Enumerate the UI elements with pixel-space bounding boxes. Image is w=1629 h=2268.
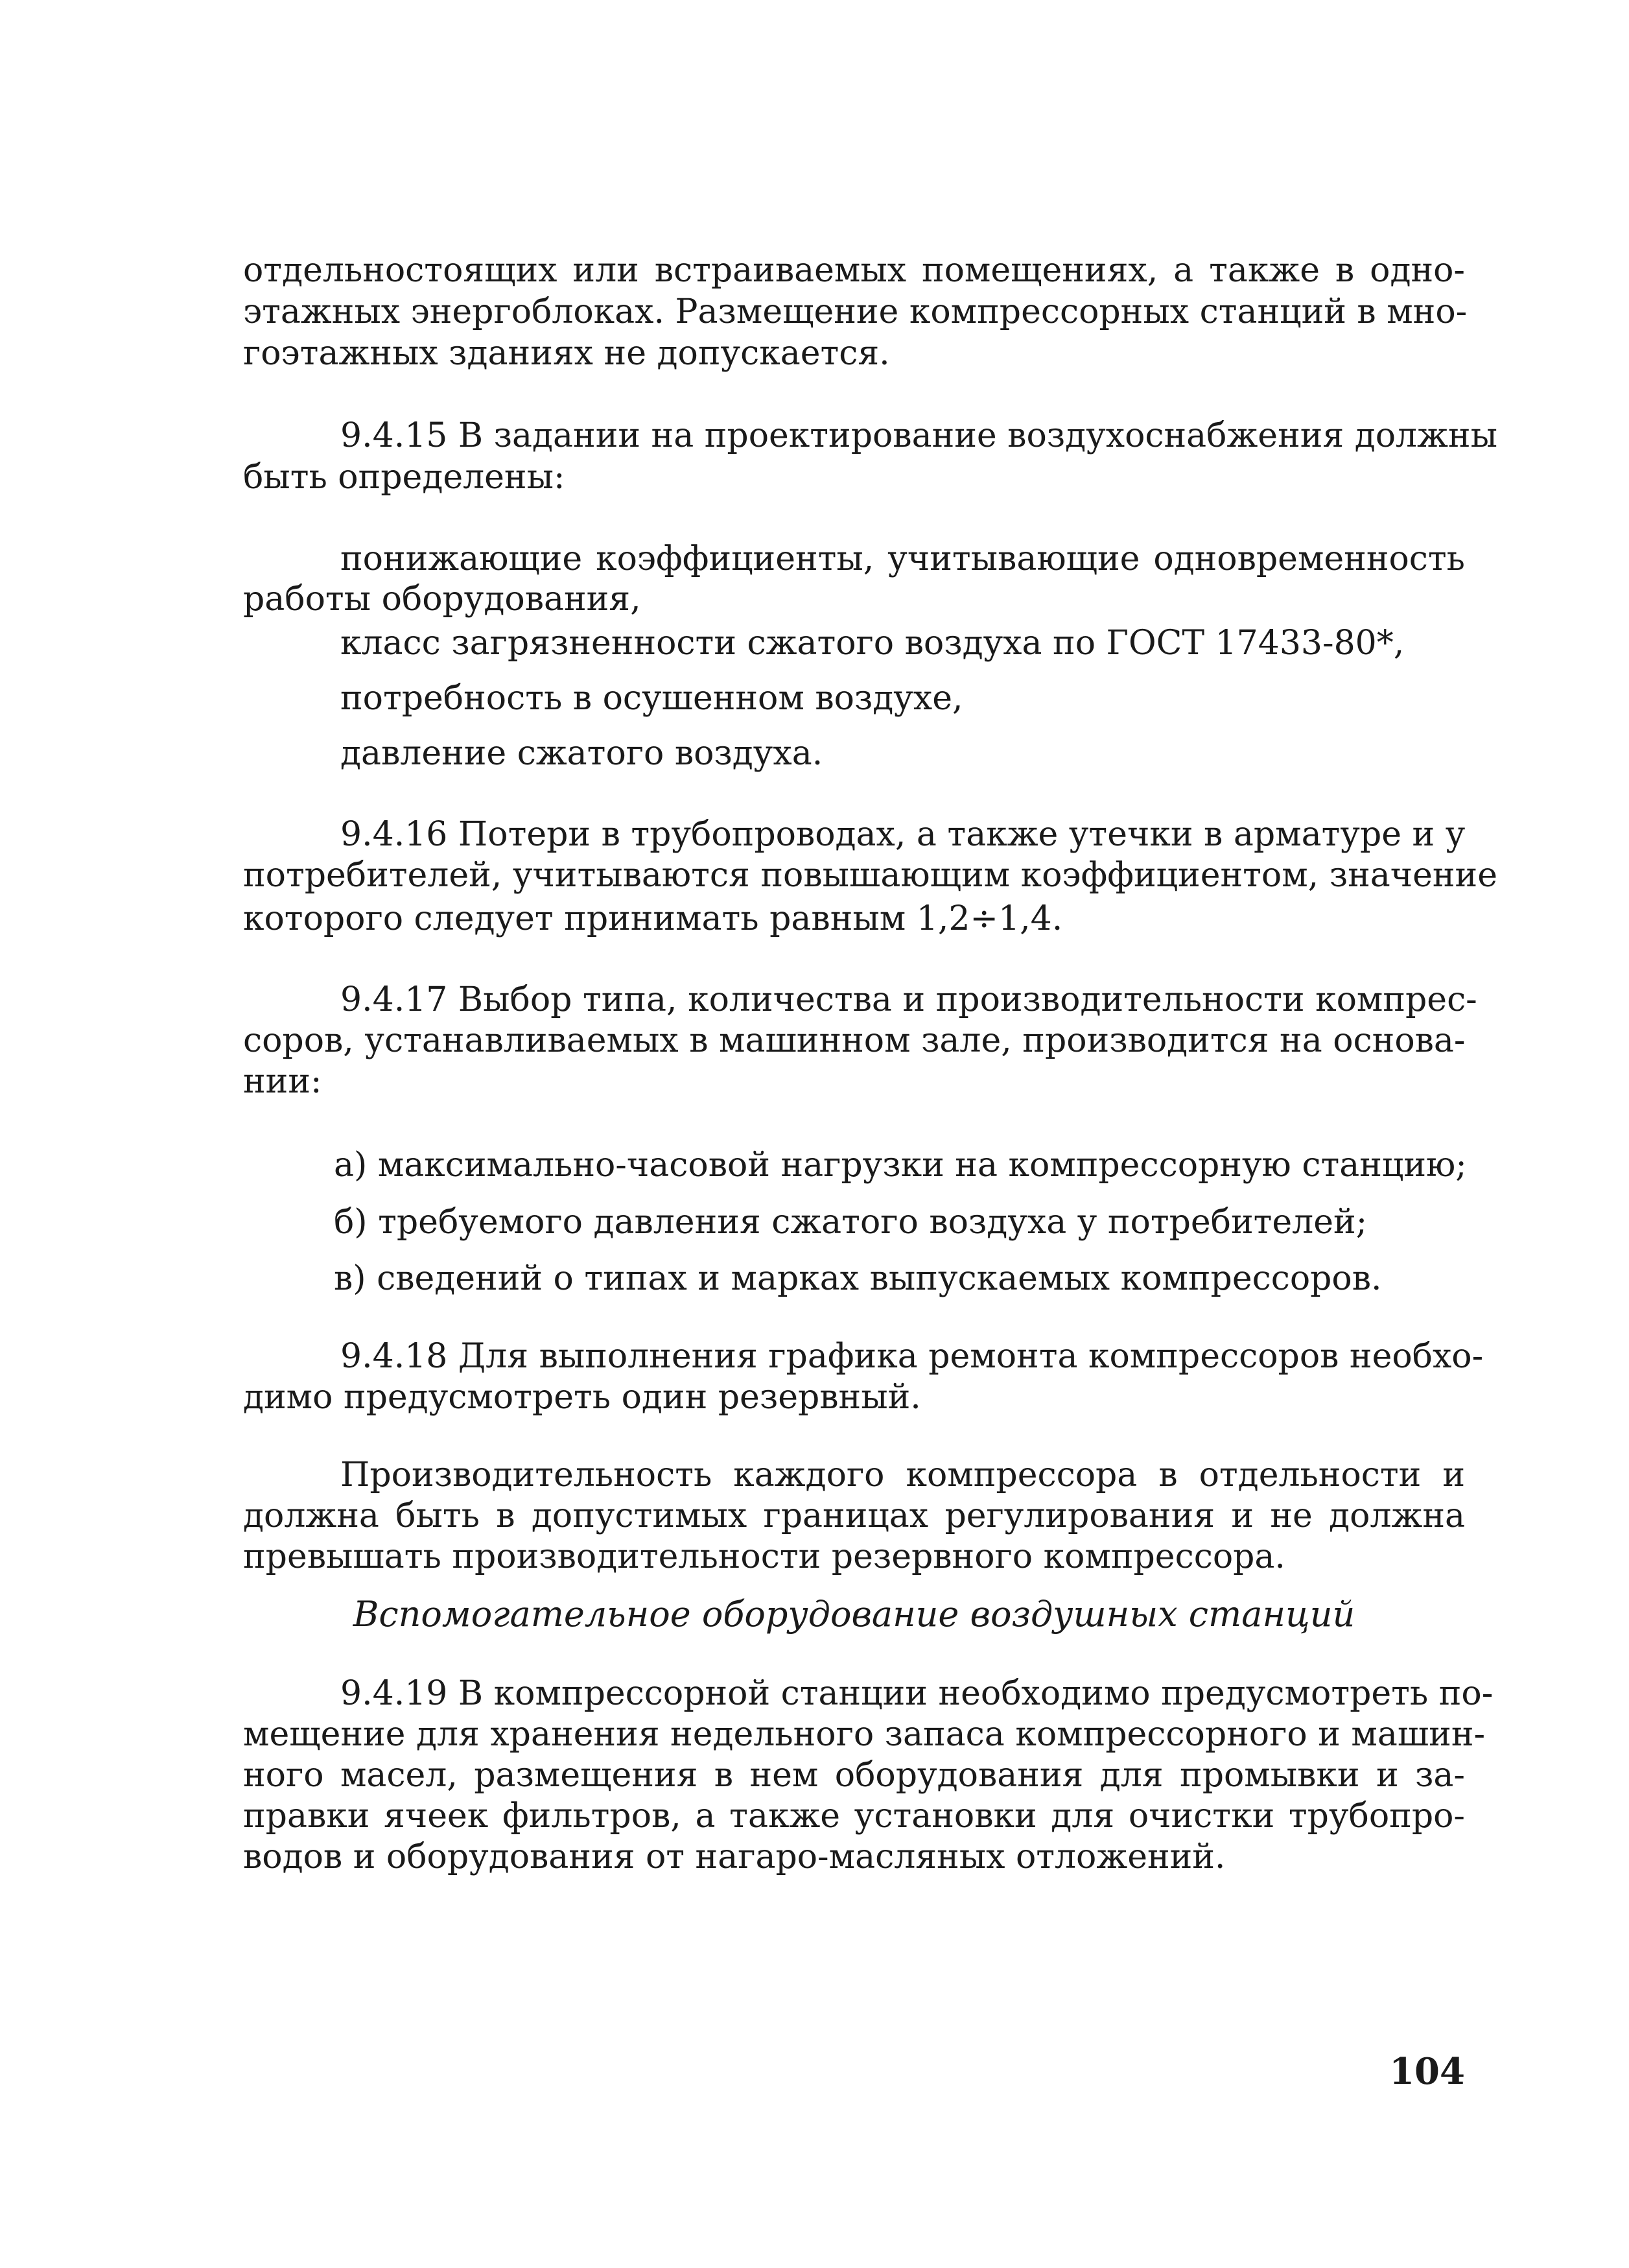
clause-9-4-17-line-2: соров, устанавливаемых в машинном зале, производится на основа- (243, 1021, 1466, 1060)
clause-9-4-19-line-3: ного масел, размещения в нем оборудования для промывки и за- (243, 1756, 1465, 1795)
basis-item-b: б) требуемого давления сжатого воздуха у потребителей; (334, 1203, 1368, 1242)
requirement-item-1-line-1: понижающие коэффициенты, учитывающие одновременность (340, 539, 1465, 578)
clause-9-4-16-line-1: 9.4.16 Потери в трубопроводах, а также утечки в арматуре и у (340, 815, 1466, 854)
basis-item-c: в) сведений о типах и марках выпускаемых компрессоров. (334, 1259, 1382, 1298)
clause-9-4-19-line-4: правки ячеек фильтров, а также установки для очистки трубопро- (243, 1797, 1465, 1836)
clause-9-4-16-line-2: потребителей, учитываются повышающим коэффициентом, значение (243, 856, 1497, 895)
requirement-item-2: класс загрязненности сжатого воздуха по ГОСТ 17433-80*, (340, 624, 1405, 663)
capacity-line-3: превышать производительности резервного компрессора. (243, 1537, 1285, 1576)
clause-9-4-19-line-5: водов и оборудования от нагаро-масляных отложений. (243, 1837, 1226, 1876)
clause-9-4-16-line-3: которого следует принимать равным 1,2÷1,4. (243, 899, 1063, 938)
page-number: 104 (1389, 2050, 1465, 2093)
requirement-item-4: давление сжатого воздуха. (340, 734, 823, 773)
requirement-item-1-line-2: работы оборудования, (243, 580, 641, 619)
clause-9-4-19-line-2: мещение для хранения недельного запаса компрессорного и машин- (243, 1715, 1486, 1754)
capacity-line-2: должна быть в допустимых границах регулирования и не должна (243, 1496, 1465, 1535)
intro-line-2: этажных энергоблоках. Размещение компрессорных станций в мно- (243, 292, 1468, 331)
capacity-line-1: Производительность каждого компрессора в отдельности и (340, 1456, 1465, 1494)
clause-9-4-17-line-3: нии: (243, 1062, 322, 1101)
clause-9-4-18-line-2: димо предусмотреть один резервный. (243, 1378, 921, 1417)
clause-9-4-19-line-1: 9.4.19 В компрессорной станции необходимо предусмотреть по- (340, 1674, 1494, 1713)
intro-line-3: гоэтажных зданиях не допускается. (243, 334, 890, 373)
clause-9-4-15-line-1: 9.4.15 В задании на проектирование воздухоснабжения должны (340, 416, 1497, 455)
clause-9-4-17-line-1: 9.4.17 Выбор типа, количества и производительности компрес- (340, 980, 1477, 1019)
basis-item-a: а) максимально-часовой нагрузки на компрессорную станцию; (334, 1146, 1467, 1185)
requirement-item-3: потребность в осушенном воздухе, (340, 679, 963, 718)
clause-9-4-18-line-1: 9.4.18 Для выполнения графика ремонта компрессоров необхо- (340, 1337, 1484, 1376)
intro-line-1: отдельностоящих или встраиваемых помещениях, а также в одно- (243, 251, 1465, 290)
clause-9-4-15-line-2: быть определены: (243, 458, 565, 497)
section-heading: Вспомогательное оборудование воздушных станций (353, 1594, 1355, 1635)
